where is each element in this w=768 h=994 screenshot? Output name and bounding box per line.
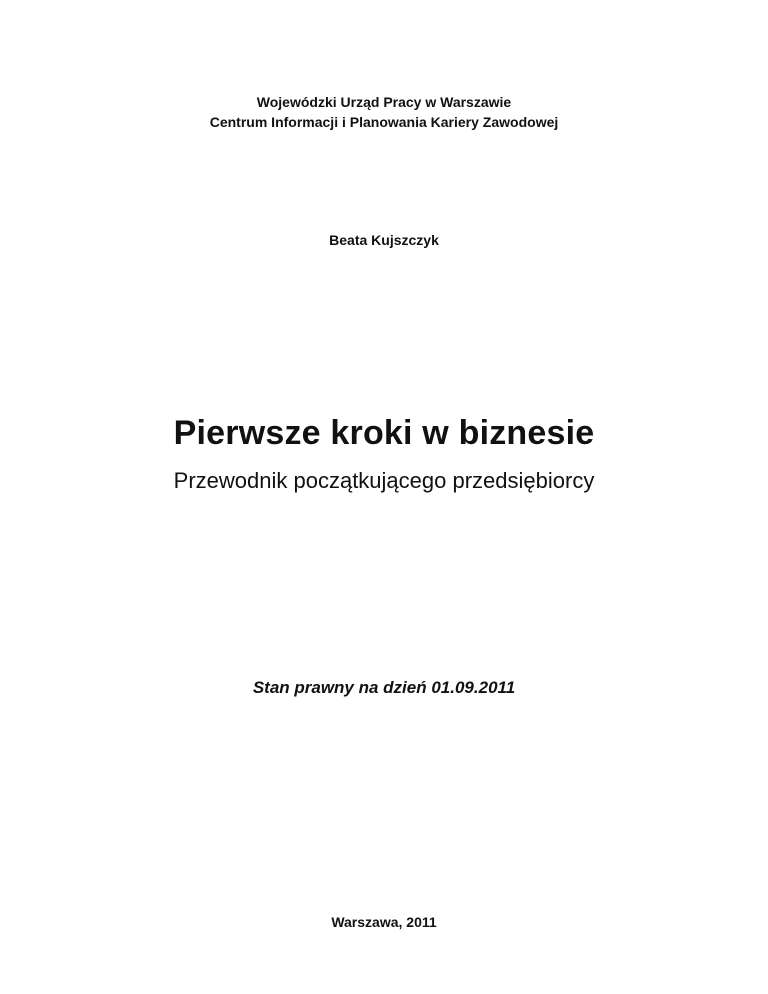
institution-block <box>0 92 768 132</box>
legal-status-date: Stan prawny na dzień 01.09.2011 <box>252 678 516 697</box>
place-and-year: Warszawa, 2011 <box>331 914 437 930</box>
institution-department: Centrum Informacji i Planowania Kariery Zawodowej <box>209 114 559 130</box>
author-name: Beata Kujszczyk <box>329 232 439 248</box>
document-title: Pierwsze kroki w biznesie <box>173 414 595 452</box>
institution-name: Wojewódzki Urząd Pracy w Warszawie <box>256 94 512 110</box>
document-subtitle: Przewodnik początkującego przedsiębiorcy <box>173 468 595 493</box>
